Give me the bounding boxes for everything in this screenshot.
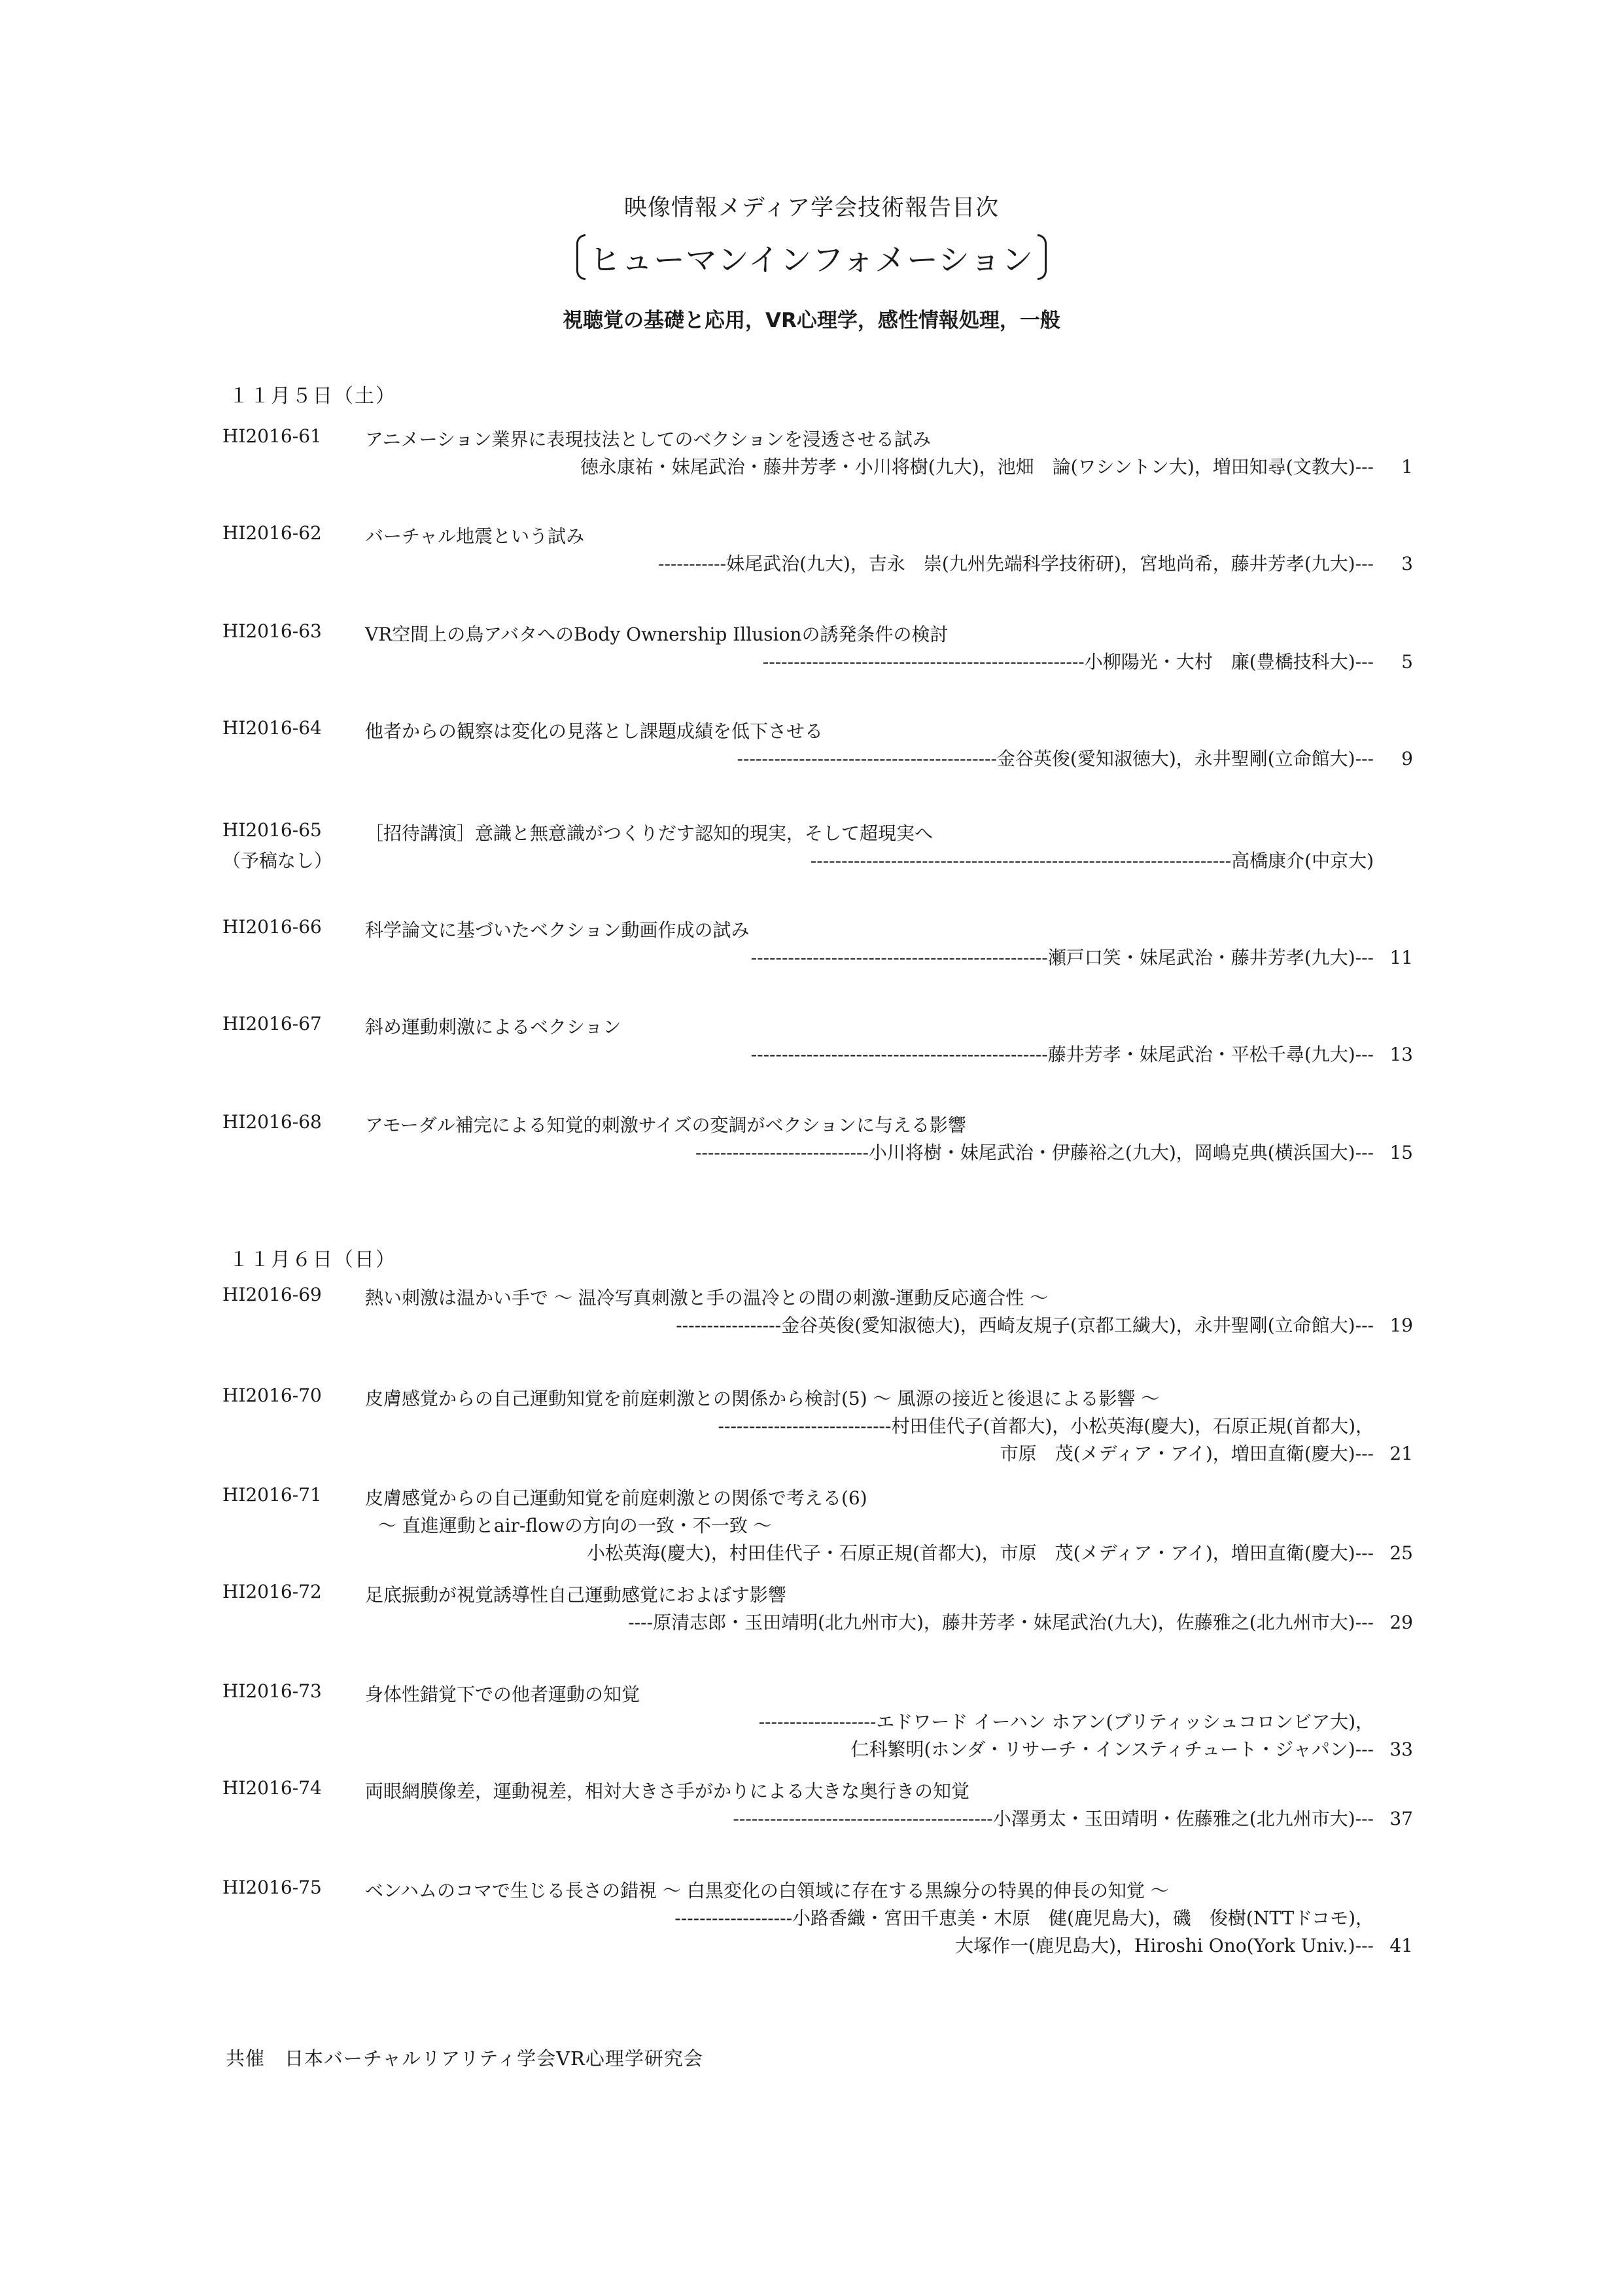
- page-number: 33: [1389, 1739, 1413, 1760]
- entry-authors: 小澤勇太・玉田靖明・佐藤雅之(北九州市大)---: [992, 1808, 1374, 1829]
- entry-authors-line: [628, 1608, 1413, 1634]
- entry-title: ［招待講演］意識と無意識がつくりだす認知的現実，そして超現実へ: [365, 822, 934, 844]
- page-number: 5: [1401, 651, 1413, 673]
- entry-authors: 原清志郎・玉田靖明(北九州市大)，藤井芳孝・妹尾武治(九大)，佐藤雅之(北九州市大)---: [653, 1612, 1374, 1633]
- entry-id: HI2016-64: [222, 717, 322, 739]
- entry-id: HI2016-69: [222, 1284, 322, 1305]
- footer-cosponsor: 共催 日本バーチャルリアリティ学会VR心理学研究会: [226, 2047, 703, 2070]
- entry-id: HI2016-73: [222, 1680, 322, 1702]
- section-subtitle: [0, 234, 1623, 280]
- entry-title: 皮膚感覚からの自己運動知覚を前庭刺激との関係で考える(6): [365, 1487, 867, 1509]
- entry-id: HI2016-66: [222, 916, 322, 938]
- leader-dashes: ----------------------------: [718, 1415, 892, 1437]
- page-number: 25: [1389, 1542, 1413, 1564]
- entry-authors: 大塚作一(鹿児島大)，Hiroshi Ono(York Univ.)---: [955, 1935, 1374, 1956]
- entry-authors-line: [718, 1412, 1413, 1438]
- entry-title: VR空間上の鳥アバタへのBody Ownership Illusionの誘発条件の検討: [365, 624, 949, 645]
- entry-authors: エドワード イーハン ホアン(ブリティッシュコロンビア大)，: [876, 1711, 1374, 1733]
- leader-dashes: -----------: [657, 553, 727, 574]
- entry-authors-line: [811, 847, 1413, 873]
- entry-title: 両眼網膜像差，運動視差，相対大きさ手がかりによる大きな奥行きの知覚: [365, 1780, 970, 1802]
- entry-id: HI2016-65: [222, 819, 322, 841]
- entry-authors: 藤井芳孝・妹尾武治・平松千尋(九大)---: [1047, 1044, 1374, 1065]
- entry-authors-line: [955, 1932, 1413, 1958]
- entry-authors: 小柳陽光・大村 廉(豊橋技科大)---: [1084, 651, 1374, 673]
- entry-authors-line: [587, 1539, 1413, 1565]
- entry-title: アモーダル補完による知覚的刺激サイズの変調がベクションに与える影響: [365, 1114, 966, 1136]
- entry-authors: 村田佳代子(首都大)，小松英海(慶大)，石原正規(首都大)，: [891, 1415, 1374, 1437]
- entry-note: （予稿なし）: [222, 850, 333, 872]
- entry-title-sub: ～ 直進運動とair-flowの方向の一致・不一致 ～: [378, 1515, 772, 1536]
- entry-authors-line: [737, 745, 1413, 771]
- leader-dashes: ------------------------------------------------: [750, 947, 1048, 968]
- entry-authors-line: [751, 944, 1413, 970]
- entry-authors: 小路香織・宮田千恵美・木原 健(鹿児島大)，磯 俊樹(NTTドコモ)，: [792, 1907, 1374, 1929]
- entry-title: ベンハムのコマで生じる長さの錯視 ～ 白黒変化の白領域に存在する黒線分の特異的伸長の知覚 ～: [365, 1880, 1169, 1901]
- day-heading: １１月６日（日）: [229, 1248, 396, 1271]
- page-number: 29: [1389, 1612, 1413, 1633]
- leader-dashes: ----------------------------------------------------: [762, 651, 1085, 673]
- entry-authors: 小松英海(慶大)，村田佳代子・石原正規(首都大)，市原 茂(メディア・アイ)，増田直衛(慶大)---: [586, 1542, 1374, 1564]
- leader-dashes: ------------------------------------------: [733, 1808, 993, 1829]
- entry-title: 足底振動が視覚誘導性自己運動感覚におよぼす影響: [365, 1584, 787, 1606]
- page-number: 9: [1401, 748, 1413, 769]
- subtitle-text: ヒューマンインフォメーション: [589, 241, 1034, 279]
- entry-authors: 瀬戸口笑・妹尾武治・藤井芳孝(九大)---: [1047, 947, 1374, 968]
- entry-title: 皮膚感覚からの自己運動知覚を前庭刺激との関係から検討(5) ～ 風源の接近と後退による影響 ～: [365, 1388, 1160, 1409]
- leader-dashes: -----------------: [676, 1315, 782, 1336]
- entry-title: 他者からの観察は変化の見落とし課題成績を低下させる: [365, 720, 824, 742]
- entry-id: HI2016-75: [222, 1877, 322, 1898]
- entry-authors-line: [580, 453, 1413, 479]
- entry-authors-line: [850, 1735, 1413, 1761]
- page-number: 3: [1401, 553, 1413, 574]
- entry-authors: 妹尾武治(九大)，吉永 崇(九州先端科学技術研)，宮地尚希，藤井芳孝(九大)---: [726, 553, 1374, 574]
- page-number: 15: [1389, 1142, 1413, 1163]
- left-bracket: [576, 234, 585, 280]
- entry-authors: 仁科繁明(ホンダ・リサーチ・インスティチュート・ジャパン)---: [850, 1739, 1374, 1760]
- entry-authors-line: [759, 1708, 1413, 1734]
- entry-title: 身体性錯覚下での他者運動の知覚: [365, 1684, 640, 1705]
- leader-dashes: ----------------------------: [695, 1142, 869, 1163]
- leader-dashes: ----: [628, 1612, 654, 1633]
- entry-id: HI2016-70: [222, 1385, 322, 1406]
- entry-authors: 市原 茂(メディア・アイ)，増田直衛(慶大)---: [1000, 1443, 1374, 1464]
- entry-id: HI2016-68: [222, 1111, 322, 1133]
- leader-dashes: ------------------------------------------: [737, 748, 997, 769]
- page-number: 19: [1389, 1315, 1413, 1336]
- entry-id: HI2016-63: [222, 620, 322, 642]
- entry-title: バーチャル地震という試み: [365, 525, 585, 547]
- entry-authors-line: [733, 1805, 1413, 1831]
- entry-title: アニメーション業界に表現技法としてのベクションを浸透させる試み: [365, 429, 931, 450]
- entry-title: 科学論文に基づいたベクション動画作成の試み: [365, 919, 750, 941]
- entry-id: HI2016-71: [222, 1484, 322, 1506]
- entry-title: 熱い刺激は温かい手で ～ 温冷写真刺激と手の温冷との間の刺激-運動反応適合性 ～: [365, 1287, 1049, 1309]
- entry-authors: 金谷英俊(愛知淑徳大)，永井聖剛(立命館大)---: [996, 748, 1374, 769]
- page-number: 1: [1401, 456, 1413, 478]
- entry-id: HI2016-62: [222, 522, 322, 544]
- entry-authors-line: [674, 1904, 1413, 1930]
- leader-dashes: ------------------------------------------------: [750, 1044, 1048, 1065]
- entry-authors: 徳永康祐・妹尾武治・藤井芳孝・小川将樹(九大)，池畑 論(ワシントン大)，増田知尋(文教大)---: [580, 456, 1374, 478]
- page-number: 37: [1389, 1808, 1413, 1829]
- entry-authors: 高橋康介(中京大): [1231, 850, 1374, 872]
- entry-authors-line: [676, 1311, 1413, 1337]
- page-number: 41: [1389, 1935, 1413, 1956]
- entry-authors-line: [695, 1139, 1413, 1165]
- leader-dashes: -------------------: [758, 1711, 877, 1733]
- page-number: 21: [1389, 1443, 1413, 1464]
- topic-line: 視聴覚の基礎と応用，VR心理学，感性情報処理，一般: [563, 309, 1060, 332]
- entry-id: HI2016-67: [222, 1013, 322, 1034]
- entry-id: HI2016-61: [222, 425, 322, 447]
- page-number: 13: [1389, 1044, 1413, 1065]
- leader-dashes: --------------------------------------------------------------------: [810, 850, 1232, 872]
- entry-authors: 小川将樹・妹尾武治・伊藤裕之(九大)，岡嶋克典(横浜国大)---: [868, 1142, 1374, 1163]
- entry-authors-line: [751, 1040, 1413, 1067]
- entry-id: HI2016-74: [222, 1777, 322, 1799]
- entry-authors: 金谷英俊(愛知淑徳大)，西崎友規子(京都工繊大)，永井聖剛(立命館大)---: [781, 1315, 1374, 1336]
- right-bracket: [1038, 234, 1047, 280]
- document-title: 映像情報メディア学会技術報告目次: [623, 195, 1000, 221]
- entry-authors-line: [658, 550, 1413, 576]
- entry-authors-line: [1000, 1439, 1413, 1466]
- entry-title: 斜め運動刺激によるベクション: [365, 1016, 621, 1038]
- entry-id: HI2016-72: [222, 1581, 322, 1602]
- page-number: 11: [1389, 947, 1413, 968]
- day-heading: １１月５日（土）: [229, 385, 396, 408]
- leader-dashes: -------------------: [674, 1907, 793, 1929]
- entry-authors-line: [763, 648, 1413, 674]
